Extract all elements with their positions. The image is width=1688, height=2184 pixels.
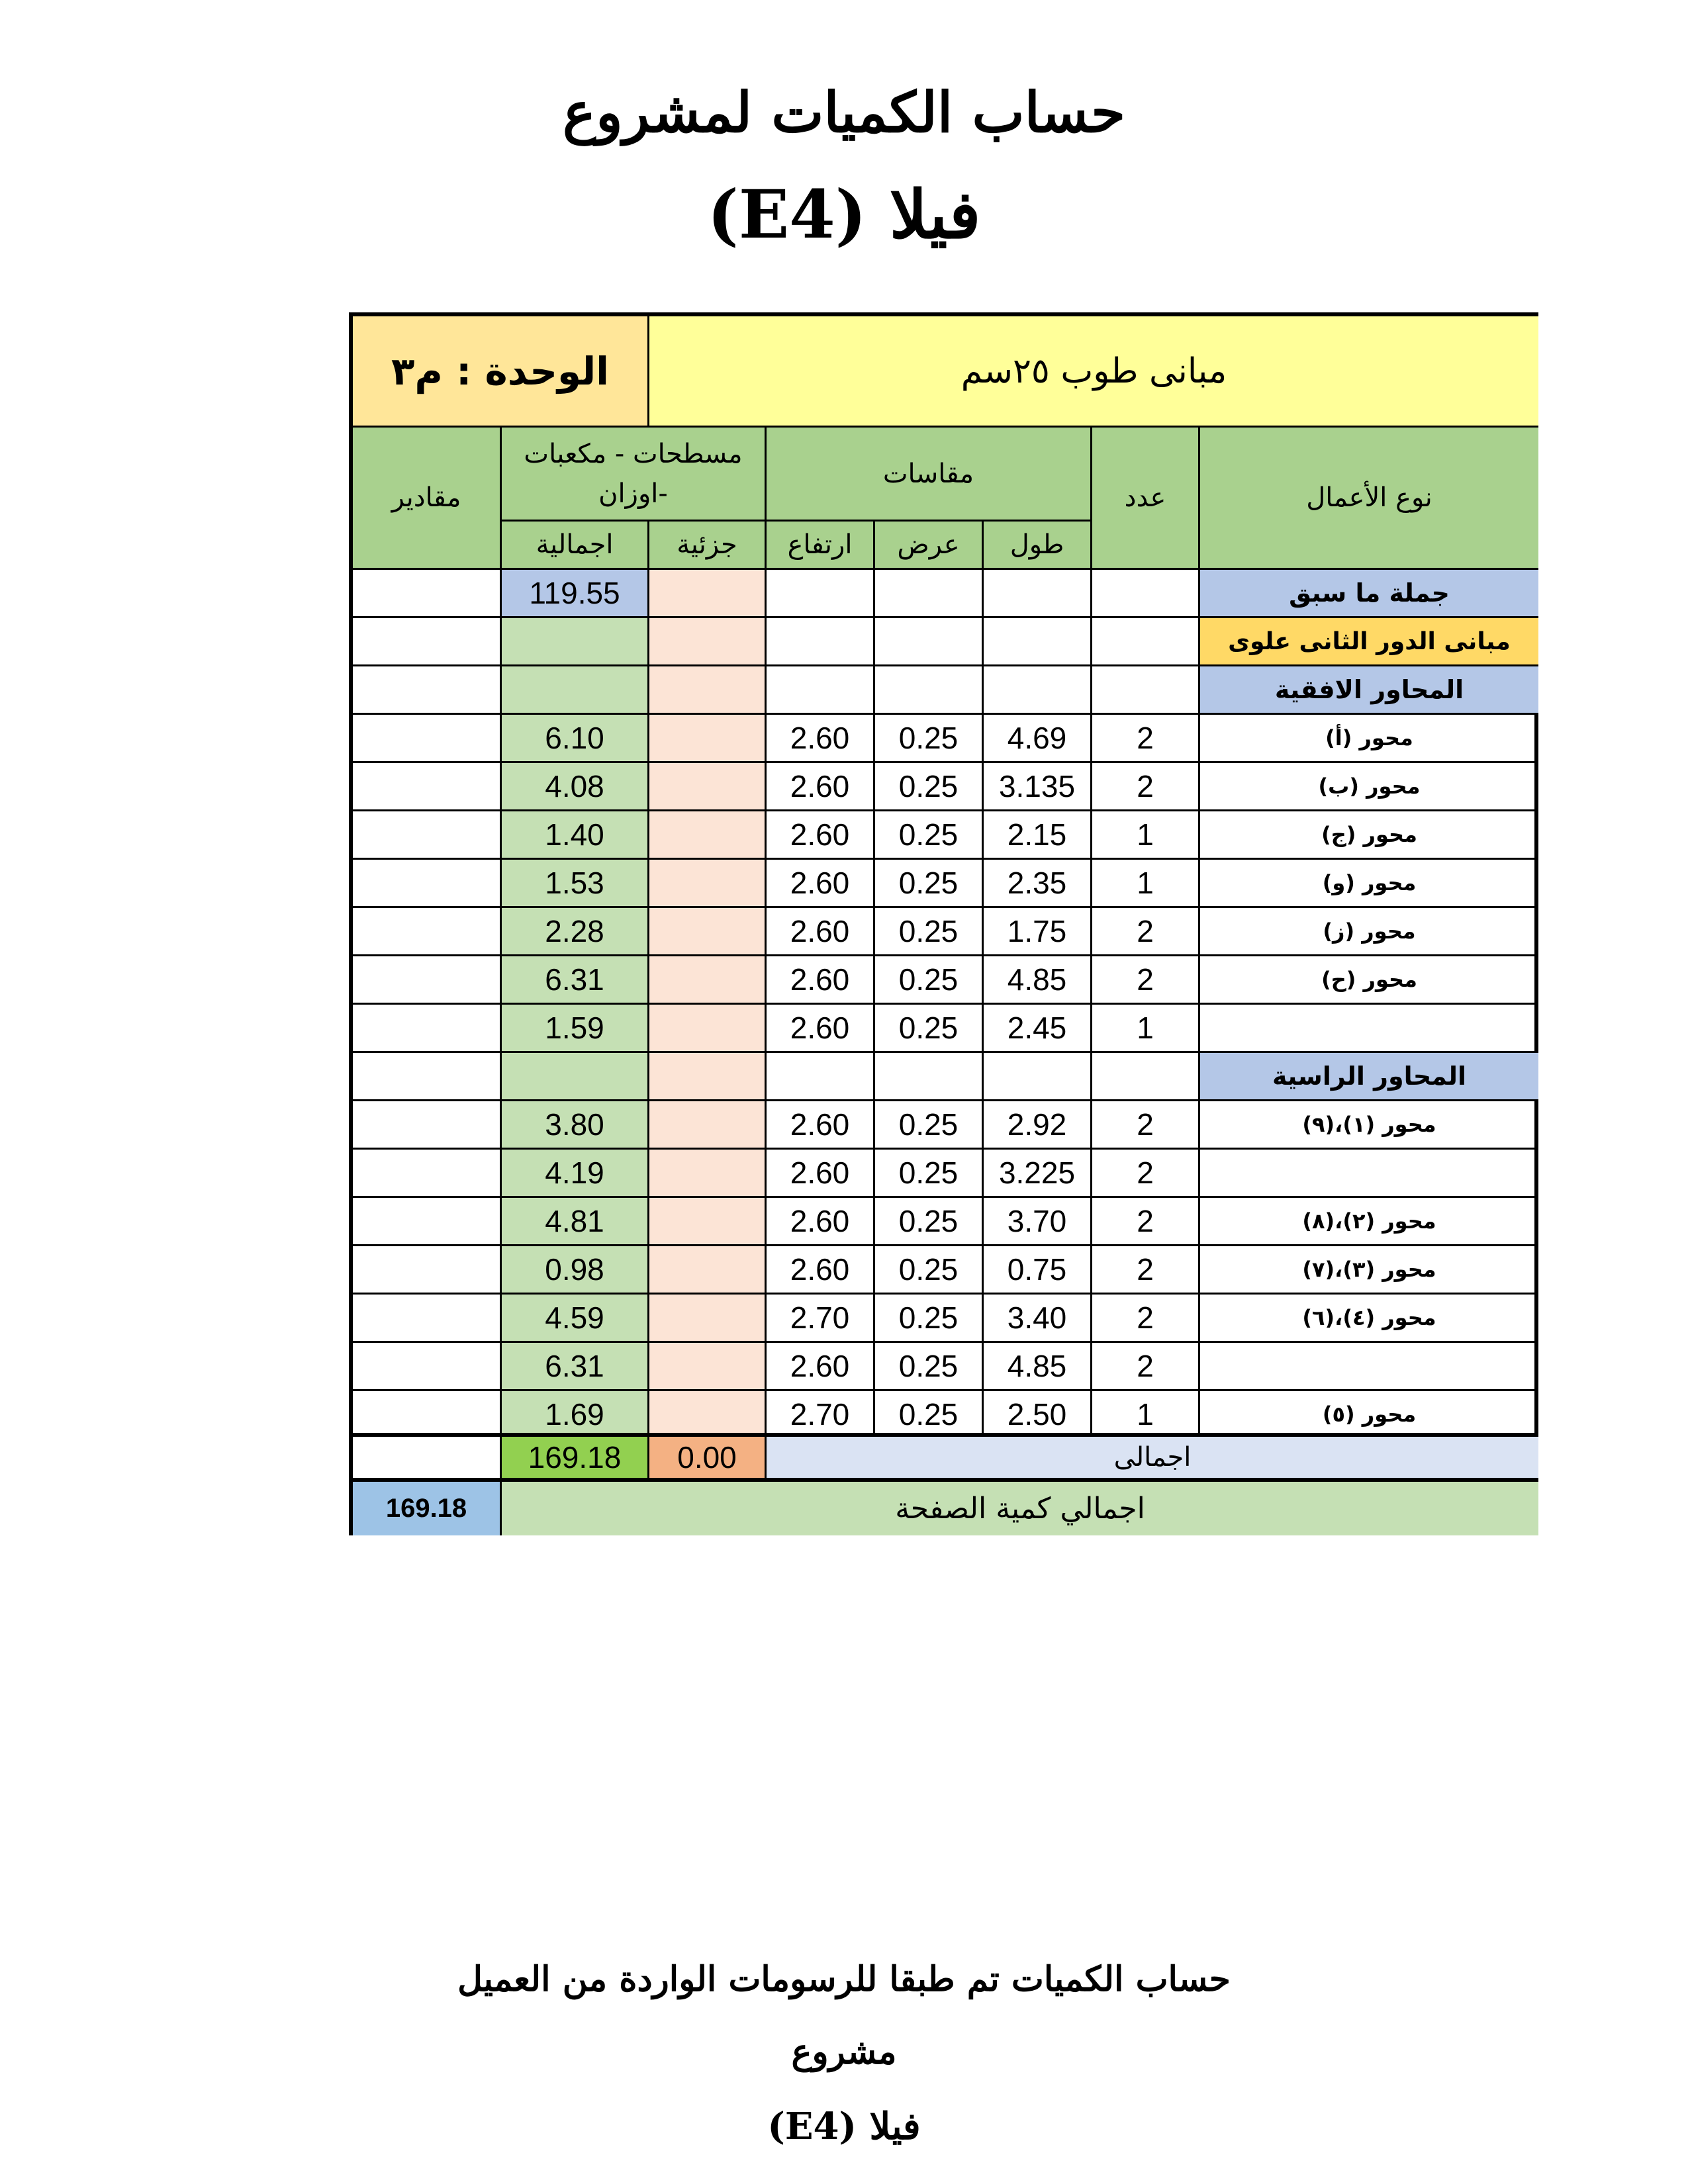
row-width: 0.25 xyxy=(873,906,982,954)
row-width xyxy=(873,1051,982,1099)
header-width: عرض xyxy=(873,520,982,568)
row-total: 4.81 xyxy=(500,1196,647,1244)
row-amount xyxy=(353,1148,500,1196)
row-count: 2 xyxy=(1090,1196,1198,1244)
row-partial xyxy=(647,1003,765,1051)
row-width: 0.25 xyxy=(873,1389,982,1437)
row-partial xyxy=(647,1148,765,1196)
row-amount xyxy=(353,809,500,858)
row-desc: جملة ما سبق xyxy=(1198,568,1538,616)
row-height: 2.70 xyxy=(765,1293,873,1341)
row-height: 2.60 xyxy=(765,906,873,954)
row-total xyxy=(500,664,647,713)
row-amount xyxy=(353,1244,500,1293)
row-partial xyxy=(647,1196,765,1244)
row-desc: المحاور الراسية xyxy=(1198,1051,1538,1099)
row-width: 0.25 xyxy=(873,954,982,1003)
row-count: 2 xyxy=(1090,713,1198,761)
row-amount xyxy=(353,1051,500,1099)
row-count: 2 xyxy=(1090,761,1198,809)
row-count: 2 xyxy=(1090,906,1198,954)
header-length: طول xyxy=(982,520,1090,568)
row-count: 1 xyxy=(1090,1389,1198,1437)
row-length: 3.40 xyxy=(982,1293,1090,1341)
row-length: 0.75 xyxy=(982,1244,1090,1293)
row-length xyxy=(982,664,1090,713)
row-width: 0.25 xyxy=(873,809,982,858)
row-partial xyxy=(647,664,765,713)
row-total: 4.08 xyxy=(500,761,647,809)
row-length: 2.15 xyxy=(982,809,1090,858)
row-amount xyxy=(353,1341,500,1389)
row-partial xyxy=(647,1389,765,1437)
row-amount xyxy=(353,664,500,713)
row-height: 2.60 xyxy=(765,1003,873,1051)
row-height xyxy=(765,664,873,713)
row-length xyxy=(982,1051,1090,1099)
row-partial xyxy=(647,568,765,616)
row-amount xyxy=(353,1003,500,1051)
header-work-type: نوع الأعمال xyxy=(1198,426,1538,568)
row-partial xyxy=(647,1341,765,1389)
row-count: 2 xyxy=(1090,1148,1198,1196)
row-amount xyxy=(353,568,500,616)
footer-note: حساب الكميات تم طبقا للرسومات الواردة من العميل xyxy=(457,1959,1231,1999)
row-height: 2.60 xyxy=(765,1099,873,1148)
page-title: حساب الكميات لمشروع xyxy=(562,79,1126,145)
row-total: 1.40 xyxy=(500,809,647,858)
row-desc: محور (٥) xyxy=(1198,1389,1538,1437)
row-total: 1.59 xyxy=(500,1003,647,1051)
row-amount xyxy=(353,1196,500,1244)
row-width: 0.25 xyxy=(873,713,982,761)
row-amount xyxy=(353,713,500,761)
row-count xyxy=(1090,1051,1198,1099)
row-height: 2.60 xyxy=(765,713,873,761)
row-partial xyxy=(647,809,765,858)
row-length: 2.50 xyxy=(982,1389,1090,1437)
row-desc xyxy=(1198,1003,1538,1051)
subtotal-amount-cell xyxy=(353,1433,500,1478)
row-height: 2.70 xyxy=(765,1389,873,1437)
row-width: 0.25 xyxy=(873,1293,982,1341)
row-count: 1 xyxy=(1090,809,1198,858)
row-length: 3.225 xyxy=(982,1148,1090,1196)
row-total: 3.80 xyxy=(500,1099,647,1148)
row-length: 2.35 xyxy=(982,858,1090,906)
row-width xyxy=(873,616,982,664)
row-total: 2.28 xyxy=(500,906,647,954)
row-height: 2.60 xyxy=(765,1244,873,1293)
row-amount xyxy=(353,858,500,906)
row-desc: محور (٣)،(٧) xyxy=(1198,1244,1538,1293)
row-count xyxy=(1090,616,1198,664)
footer-project-name: فيلا (E4) xyxy=(767,2105,921,2148)
row-total: 6.31 xyxy=(500,954,647,1003)
subtotal-partial: 0.00 xyxy=(647,1433,765,1478)
row-desc xyxy=(1198,1148,1538,1196)
row-desc: محور (و) xyxy=(1198,858,1538,906)
row-height: 2.60 xyxy=(765,761,873,809)
row-length: 2.92 xyxy=(982,1099,1090,1148)
row-desc: محور (٤)،(٦) xyxy=(1198,1293,1538,1341)
page-total-value: 169.18 xyxy=(353,1478,500,1535)
row-total: 1.69 xyxy=(500,1389,647,1437)
row-total: 6.10 xyxy=(500,713,647,761)
header-height: ارتفاع xyxy=(765,520,873,568)
row-partial xyxy=(647,1244,765,1293)
row-count xyxy=(1090,664,1198,713)
subtotal-total: 169.18 xyxy=(500,1433,647,1478)
unit-label: الوحدة : م٣ xyxy=(353,316,647,426)
row-amount xyxy=(353,954,500,1003)
row-partial xyxy=(647,616,765,664)
row-desc: محور (ب) xyxy=(1198,761,1538,809)
item-label: مبانى طوب ٢٥سم xyxy=(647,316,1538,426)
row-count: 1 xyxy=(1090,858,1198,906)
row-length: 4.85 xyxy=(982,954,1090,1003)
row-count: 2 xyxy=(1090,954,1198,1003)
row-width: 0.25 xyxy=(873,1196,982,1244)
row-height xyxy=(765,616,873,664)
row-total: 4.19 xyxy=(500,1148,647,1196)
row-desc: محور (ز) xyxy=(1198,906,1538,954)
row-desc: محور (أ) xyxy=(1198,713,1538,761)
row-total xyxy=(500,1051,647,1099)
page-total-label: اجمالي كمية الصفحة xyxy=(500,1478,1538,1535)
row-total: 1.53 xyxy=(500,858,647,906)
row-desc xyxy=(1198,1341,1538,1389)
row-partial xyxy=(647,761,765,809)
row-partial xyxy=(647,858,765,906)
row-width: 0.25 xyxy=(873,1341,982,1389)
row-partial xyxy=(647,1099,765,1148)
header-partial: جزئية xyxy=(647,520,765,568)
row-length xyxy=(982,568,1090,616)
row-partial xyxy=(647,1051,765,1099)
row-width: 0.25 xyxy=(873,1244,982,1293)
row-width: 0.25 xyxy=(873,761,982,809)
row-length xyxy=(982,616,1090,664)
row-length: 1.75 xyxy=(982,906,1090,954)
row-partial xyxy=(647,906,765,954)
row-total: 0.98 xyxy=(500,1244,647,1293)
row-desc: محور (١)،(٩) xyxy=(1198,1099,1538,1148)
row-count xyxy=(1090,568,1198,616)
row-height: 2.60 xyxy=(765,1341,873,1389)
row-height: 2.60 xyxy=(765,858,873,906)
row-width xyxy=(873,568,982,616)
row-total: 4.59 xyxy=(500,1293,647,1341)
header-areas: مسطحات - مكعبات -اوزان xyxy=(500,426,765,520)
row-amount xyxy=(353,1389,500,1437)
row-amount xyxy=(353,1293,500,1341)
row-amount xyxy=(353,616,500,664)
header-count: عدد xyxy=(1090,426,1198,568)
row-width xyxy=(873,664,982,713)
row-count: 2 xyxy=(1090,1099,1198,1148)
row-amount xyxy=(353,1099,500,1148)
row-length: 4.69 xyxy=(982,713,1090,761)
row-width: 0.25 xyxy=(873,1003,982,1051)
row-count: 2 xyxy=(1090,1244,1198,1293)
row-desc: المحاور الافقية xyxy=(1198,664,1538,713)
row-length: 3.135 xyxy=(982,761,1090,809)
row-height: 2.60 xyxy=(765,1148,873,1196)
row-partial xyxy=(647,1293,765,1341)
header-dimensions: مقاسات xyxy=(765,426,1090,520)
row-count: 2 xyxy=(1090,1293,1198,1341)
row-amount xyxy=(353,906,500,954)
row-height xyxy=(765,1051,873,1099)
row-amount xyxy=(353,761,500,809)
row-desc: مبانى الدور الثانى علوى xyxy=(1198,616,1538,664)
quantities-table xyxy=(349,312,1538,1535)
header-amounts: مقادير xyxy=(353,426,500,568)
row-total: 119.55 xyxy=(500,568,647,616)
row-width: 0.25 xyxy=(873,1099,982,1148)
row-desc: محور (ج) xyxy=(1198,809,1538,858)
row-height: 2.60 xyxy=(765,954,873,1003)
row-partial xyxy=(647,713,765,761)
row-width: 0.25 xyxy=(873,858,982,906)
row-count: 1 xyxy=(1090,1003,1198,1051)
row-length: 4.85 xyxy=(982,1341,1090,1389)
row-partial xyxy=(647,954,765,1003)
row-desc: محور (٢)،(٨) xyxy=(1198,1196,1538,1244)
row-desc: محور (ح) xyxy=(1198,954,1538,1003)
header-total: اجمالية xyxy=(500,520,647,568)
row-total xyxy=(500,616,647,664)
row-height: 2.60 xyxy=(765,1196,873,1244)
row-total: 6.31 xyxy=(500,1341,647,1389)
row-width: 0.25 xyxy=(873,1148,982,1196)
subtotal-label: اجمالى xyxy=(765,1433,1538,1478)
row-length: 2.45 xyxy=(982,1003,1090,1051)
row-length: 3.70 xyxy=(982,1196,1090,1244)
row-count: 2 xyxy=(1090,1341,1198,1389)
project-name: فيلا (E4) xyxy=(707,175,981,253)
row-height: 2.60 xyxy=(765,809,873,858)
footer-project-label: مشروع xyxy=(791,2032,897,2072)
row-height xyxy=(765,568,873,616)
